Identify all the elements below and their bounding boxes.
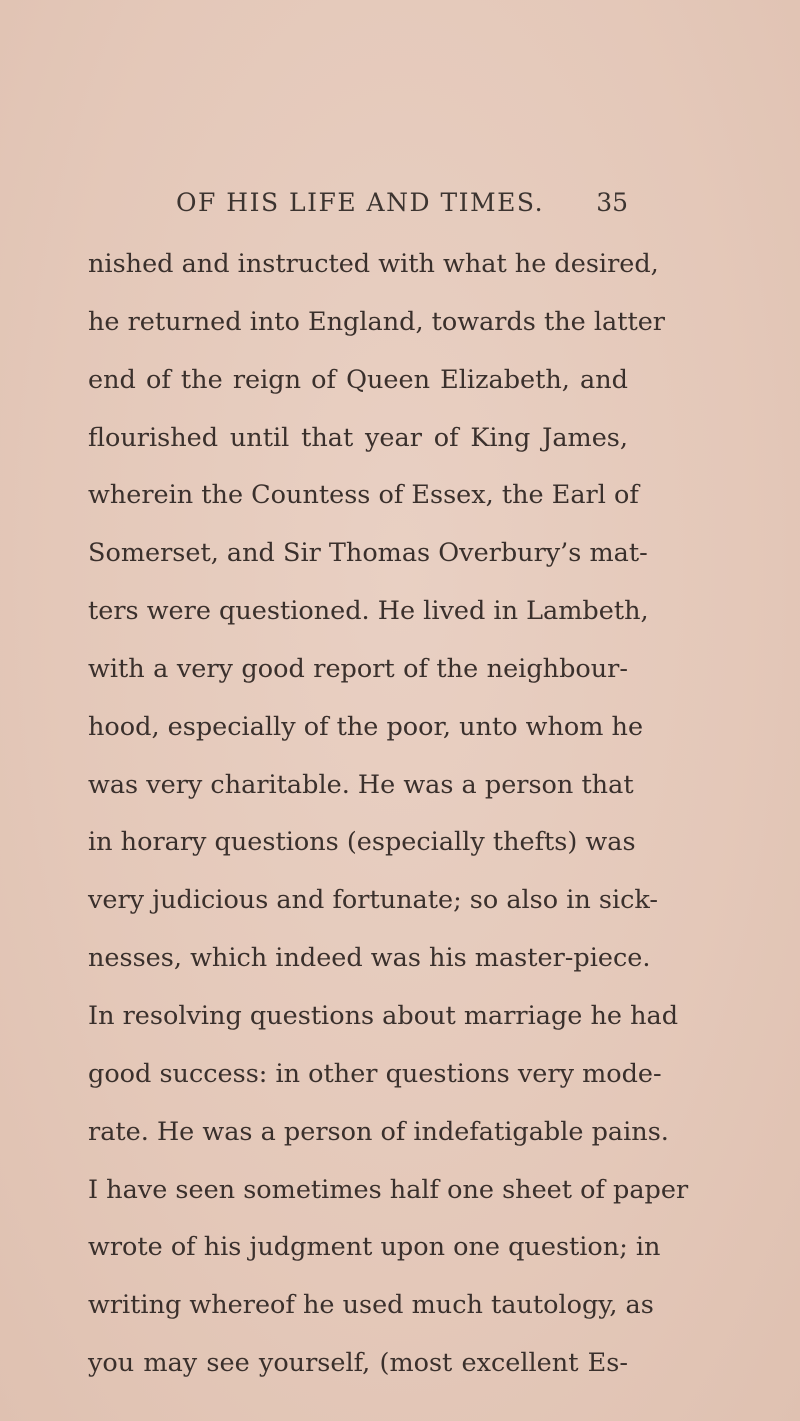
text-line: hood, especially of the poor, unto whom he	[88, 711, 644, 742]
text-line: you may see yourself, (most excellent Es-	[88, 1348, 628, 1379]
running-head-title: OF HIS LIFE AND TIMES.	[176, 188, 545, 217]
running-head	[176, 188, 628, 228]
text-line: in horary questions (especially thefts) was	[88, 827, 636, 858]
body-text	[88, 236, 689, 1393]
text-line: Somerset, and Sir Thomas Overbury’s mat-	[88, 538, 648, 569]
text-line: he returned into England, towards the latter	[88, 306, 665, 337]
text-line: writing whereof he used much tautology, as	[88, 1290, 654, 1321]
text-line: with a very good report of the neighbour-	[88, 653, 628, 684]
text-line: rate. He was a person of indefatigable pains.	[88, 1116, 669, 1147]
text-line: flourished until that year of King James,	[88, 422, 628, 453]
text-line: very judicious and fortunate; so also in sick-	[88, 885, 659, 916]
text-line: In resolving questions about marriage he had	[88, 1000, 679, 1031]
page-number: 35	[596, 188, 628, 217]
text-line: good success: in other questions very mode-	[88, 1058, 662, 1089]
text-line: wrote of his judgment upon one question; in	[88, 1232, 661, 1263]
text-line: nished and instructed with what he desired,	[88, 249, 659, 279]
text-line: wherein the Countess of Essex, the Earl of	[88, 480, 639, 511]
text-line: ters were questioned. He lived in Lambeth,	[88, 596, 649, 627]
text-line: I have seen sometimes half one sheet of paper	[88, 1174, 689, 1205]
text-line: nesses, which indeed was his master-piece.	[88, 943, 651, 974]
text-line: was very charitable. He was a person that	[88, 769, 634, 800]
text-line: end of the reign of Queen Elizabeth, and	[88, 364, 628, 395]
